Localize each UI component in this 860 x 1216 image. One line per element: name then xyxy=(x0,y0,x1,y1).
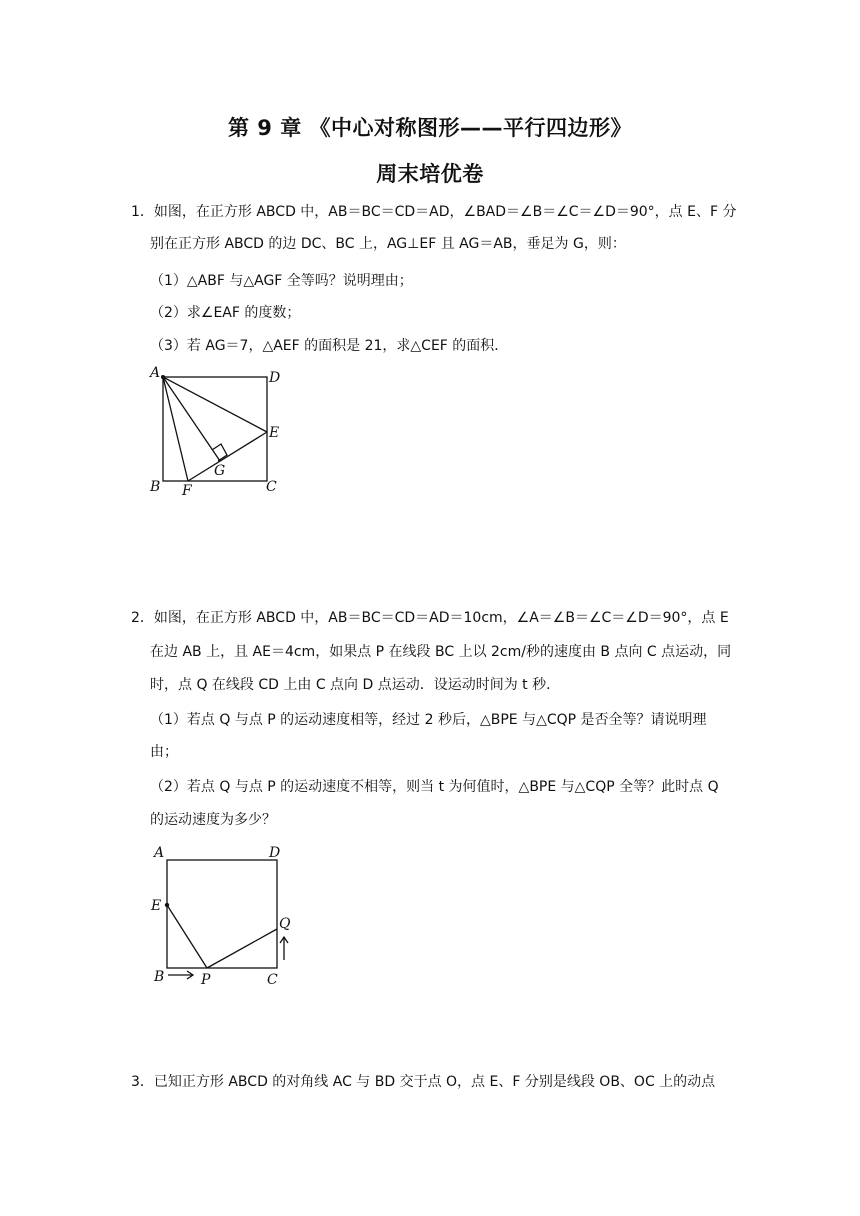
label-a: A xyxy=(154,845,165,861)
label-e: E xyxy=(269,425,280,441)
label-b: B xyxy=(150,479,161,495)
problem-3-line-1: 3．已知正方形 ABCD 的对角线 AC 与 BD 交于点 O，点 E、F 分别是线段 OB、OC 上的动点 xyxy=(131,1074,716,1090)
problem-1-part-1: （1）△ABF 与△AGF 全等吗？说明理由； xyxy=(150,273,413,289)
label-c: C xyxy=(267,972,278,988)
label-g: G xyxy=(214,463,226,479)
label-q: Q xyxy=(279,916,291,932)
label-d: D xyxy=(269,370,281,386)
point-a-dot xyxy=(161,375,165,379)
problem-2-figure xyxy=(145,840,305,990)
label-b: B xyxy=(154,969,165,985)
problem-2-part-1: （1）若点 Q 与点 P 的运动速度相等，经过 2 秒后，△BPE 与△CQP 是否全等？请说明理 xyxy=(150,712,707,728)
label-e: E xyxy=(151,898,162,914)
problem-2-part-2: （2）若点 Q 与点 P 的运动速度不相等，则当 t 为何值时，△BPE 与△CQP 全等？此时点 Q xyxy=(150,779,719,795)
point-e-dot xyxy=(165,903,169,907)
problem-1-part-3: （3）若 AG＝7，△AEF 的面积是 21，求△CEF 的面积． xyxy=(150,338,509,354)
problem-2-part-1-cont: 由； xyxy=(150,744,178,760)
problem-1-part-2: （2）求∠EAF 的度数； xyxy=(150,305,301,321)
problem-2-line-1: 2．如图，在正方形 ABCD 中，AB＝BC＝CD＝AD＝10cm，∠A＝∠B＝∠C＝∠D＝90°，点 E xyxy=(131,610,729,626)
problem-1-line-1: 1．如图，在正方形 ABCD 中，AB＝BC＝CD＝AD，∠BAD＝∠B＝∠C＝∠D＝90°，点 E、F 分 xyxy=(131,204,737,220)
problem-2-line-2: 在边 AB 上，且 AE＝4cm，如果点 P 在线段 BC 上以 2cm/秒的速度由 B 点向 C 点运动，同 xyxy=(150,644,732,660)
label-a: A xyxy=(150,365,161,381)
problem-1-line-2: 别在正方形 ABCD 的边 DC、BC 上，AG⊥EF 且 AG＝AB，垂足为 G，则： xyxy=(150,236,626,252)
label-f: F xyxy=(182,483,192,499)
problem-1-figure xyxy=(140,360,300,500)
label-c: C xyxy=(266,479,277,495)
problem-2-line-3: 时，点 Q 在线段 CD 上由 C 点向 D 点运动．设运动时间为 t 秒． xyxy=(150,677,561,693)
label-p: P xyxy=(201,972,211,988)
page-title: 第 9 章 《中心对称图形——平行四边形》 xyxy=(227,116,633,140)
label-d: D xyxy=(269,845,281,861)
problem-2-part-2-cont: 的运动速度为多少？ xyxy=(150,812,276,828)
page-subtitle: 周末培优卷 xyxy=(376,162,484,186)
